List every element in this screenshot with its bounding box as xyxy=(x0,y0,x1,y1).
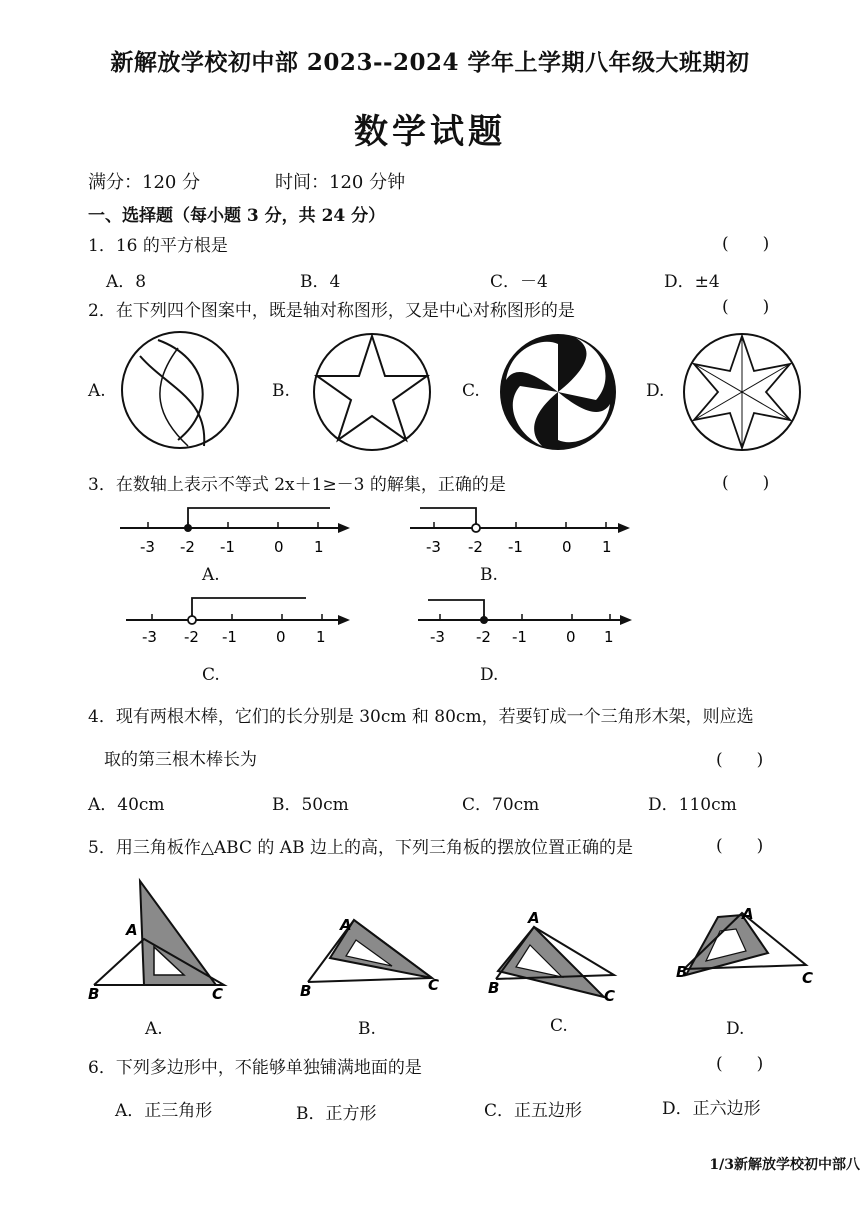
q1-option-c: C．－4 xyxy=(490,272,548,292)
svg-text:0: 0 xyxy=(562,538,572,556)
q3-number-line-a xyxy=(110,500,360,560)
svg-text:-1: -1 xyxy=(508,538,523,556)
exam-time: 时间：120 分钟 xyxy=(275,172,406,193)
q2-label-a: A. xyxy=(88,381,106,401)
q5-figure-a xyxy=(84,875,244,1005)
svg-text:A: A xyxy=(126,921,138,939)
q2-figure-d xyxy=(680,330,804,454)
q5-figure-d xyxy=(672,905,832,1005)
svg-text:0: 0 xyxy=(566,628,576,646)
svg-text:A: A xyxy=(528,909,540,927)
q1-option-b: B．4 xyxy=(300,272,341,292)
q3-number-line-b xyxy=(400,500,650,560)
q3-stem: 3．在数轴上表示不等式 2x＋1≥－3 的解集，正确的是 xyxy=(88,475,506,495)
svg-text:B: B xyxy=(88,985,100,1003)
q6-answer-paren: ( ) xyxy=(716,1054,764,1074)
q5-label-a: A. xyxy=(145,1019,163,1039)
tick-label: -3 xyxy=(140,538,155,556)
q4-option-a: A．40cm xyxy=(88,795,165,815)
q5-figure-c xyxy=(484,905,634,1005)
svg-text:B: B xyxy=(488,979,500,997)
section-heading: 一、选择题（每小题 3 分，共 24 分） xyxy=(88,206,386,226)
q3-label-b: B. xyxy=(480,565,498,585)
svg-text:-2: -2 xyxy=(468,538,483,556)
tick-label: 1 xyxy=(314,538,324,556)
svg-text:1: 1 xyxy=(602,538,612,556)
svg-text:B: B xyxy=(676,963,688,981)
exam-title: 新解放学校初中部 2023--2024 学年上学期八年级大班期初 xyxy=(110,49,750,76)
tick-label: 0 xyxy=(274,538,284,556)
svg-text:-3: -3 xyxy=(430,628,445,646)
q2-label-b: B. xyxy=(272,381,290,401)
tick-label: -1 xyxy=(220,538,235,556)
tick-label: -2 xyxy=(180,538,195,556)
q6-option-d: D．正六边形 xyxy=(662,1099,761,1119)
q2-label-c: C. xyxy=(462,381,480,401)
q2-stem: 2．在下列四个图案中，既是轴对称图形，又是中心对称图形的是 xyxy=(88,301,575,321)
q2-figure-b xyxy=(310,330,434,454)
q5-label-b: B. xyxy=(358,1019,376,1039)
q4-answer-paren: ( ) xyxy=(716,750,764,770)
svg-text:-1: -1 xyxy=(512,628,527,646)
full-score: 满分：120 分 xyxy=(88,172,201,193)
svg-text:0: 0 xyxy=(276,628,286,646)
q3-number-line-d xyxy=(410,592,650,652)
q3-label-c: C. xyxy=(202,665,220,685)
exam-subject-title: 数学试题 xyxy=(354,112,506,152)
q3-label-a: A. xyxy=(202,565,220,585)
q5-figure-b xyxy=(296,900,456,1000)
q3-answer-paren: ( ) xyxy=(722,473,770,493)
q3-number-line-c xyxy=(118,592,368,652)
svg-text:B: B xyxy=(300,982,312,1000)
q1-answer-paren: ( ) xyxy=(722,234,770,254)
svg-text:C: C xyxy=(428,976,440,994)
q1-option-a: A．8 xyxy=(106,272,147,292)
q3-label-d: D. xyxy=(480,665,499,685)
q2-figure-c xyxy=(496,330,620,454)
q1-option-d: D．±4 xyxy=(664,272,720,292)
q6-option-a: A．正三角形 xyxy=(115,1101,213,1121)
q6-stem: 6．下列多边形中，不能够单独铺满地面的是 xyxy=(88,1058,422,1078)
svg-text:-2: -2 xyxy=(476,628,491,646)
svg-text:-2: -2 xyxy=(184,628,199,646)
q6-option-b: B．正方形 xyxy=(296,1104,377,1124)
svg-text:C: C xyxy=(604,987,616,1005)
q4-option-d: D．110cm xyxy=(648,795,737,815)
svg-text:C: C xyxy=(212,985,224,1003)
q5-label-d: D. xyxy=(726,1019,745,1039)
q4-stem-2: 取的第三根木棒长为 xyxy=(104,750,257,770)
q1-stem: 1．16 的平方根是 xyxy=(88,236,228,256)
svg-text:-3: -3 xyxy=(426,538,441,556)
page-footer: 1/3新解放学校初中部八 xyxy=(709,1157,860,1173)
q2-answer-paren: ( ) xyxy=(722,297,770,317)
q2-figure-a xyxy=(118,328,244,454)
svg-text:A: A xyxy=(742,905,754,923)
q2-label-d: D. xyxy=(646,381,665,401)
q5-label-c: C. xyxy=(550,1016,568,1036)
q6-option-c: C．正五边形 xyxy=(484,1101,583,1121)
q5-answer-paren: ( ) xyxy=(716,836,764,856)
q5-stem: 5．用三角板作△ABC 的 AB 边上的高，下列三角板的摆放位置正确的是 xyxy=(88,838,633,858)
svg-text:-1: -1 xyxy=(222,628,237,646)
q4-option-b: B．50cm xyxy=(272,795,349,815)
svg-text:1: 1 xyxy=(316,628,326,646)
q4-stem: 4．现有两根木棒，它们的长分别是 30cm 和 80cm，若要钉成一个三角形木架，则应选 xyxy=(88,707,754,727)
svg-text:-3: -3 xyxy=(142,628,157,646)
svg-text:A: A xyxy=(340,916,352,934)
q4-option-c: C．70cm xyxy=(462,795,540,815)
svg-text:C: C xyxy=(802,969,814,987)
svg-text:1: 1 xyxy=(604,628,614,646)
